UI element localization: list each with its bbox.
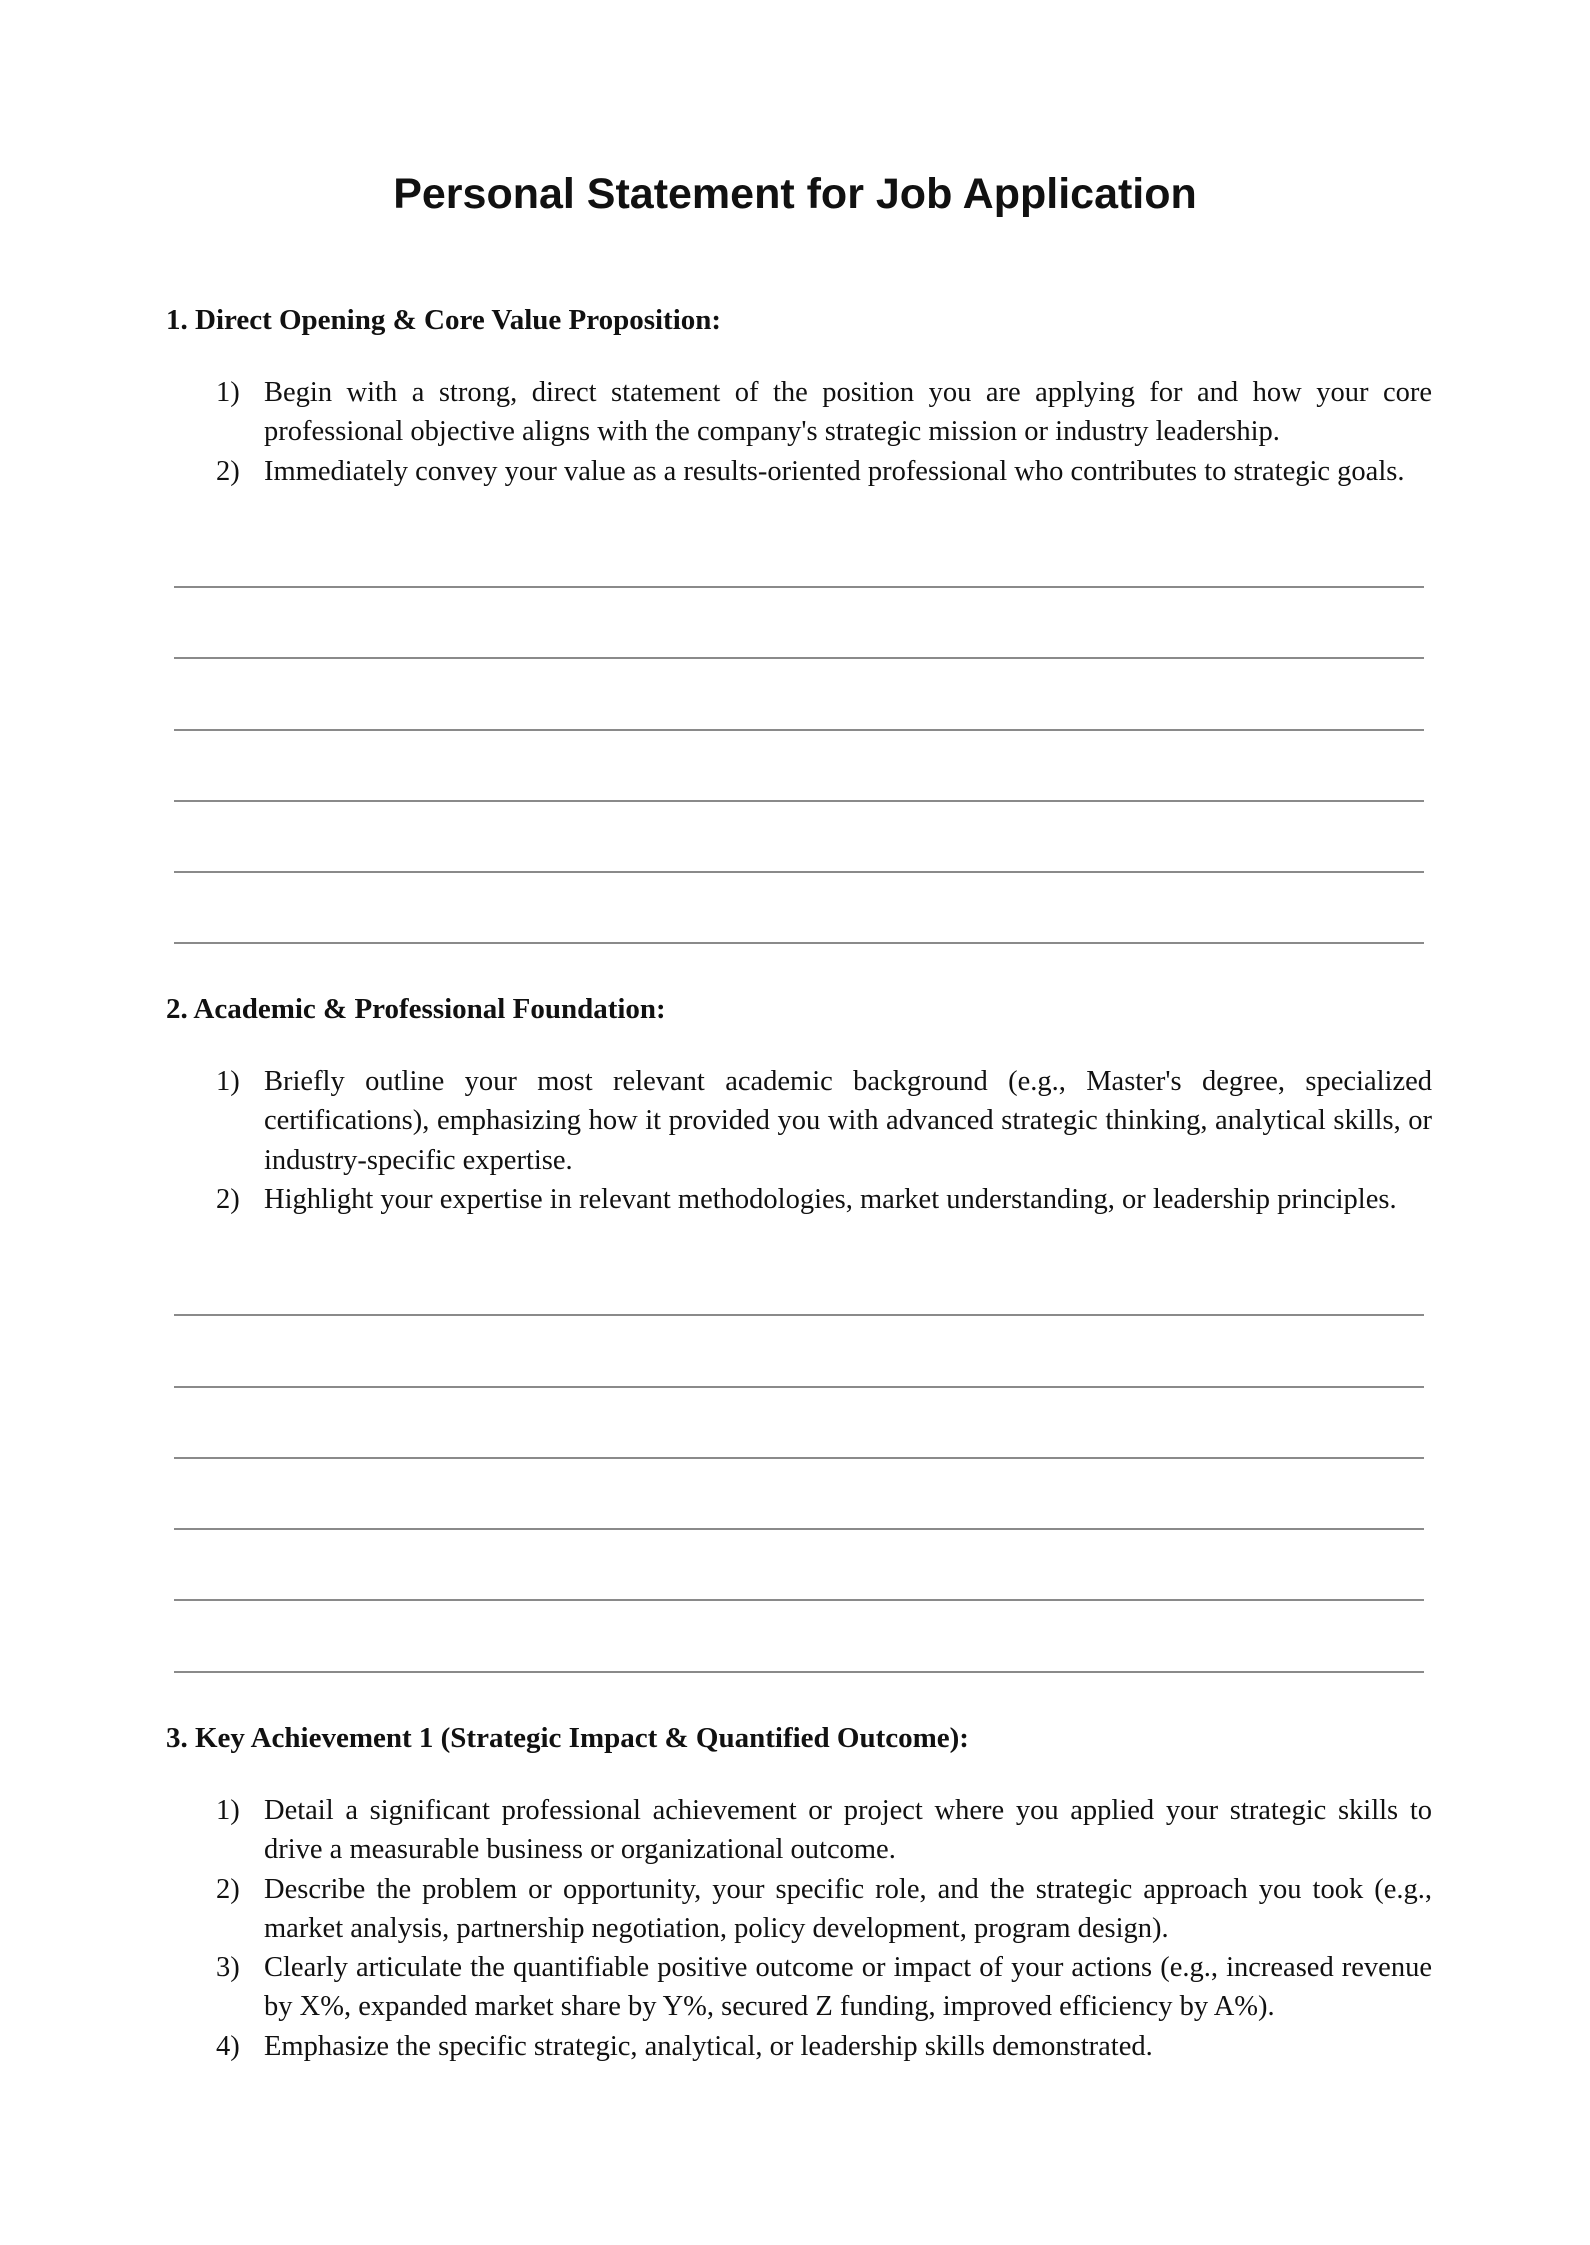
list-item: [216, 1870, 1432, 1949]
writing-line[interactable]: [174, 1314, 1424, 1316]
item-number: 1): [216, 1795, 240, 1826]
item-number: 2): [216, 1873, 240, 1905]
writing-line[interactable]: [174, 729, 1424, 731]
item-text: Immediately convey your value as a results-oriented professional who contributes to strategic goals.: [264, 455, 1405, 487]
writing-line[interactable]: [174, 1386, 1424, 1388]
item-text: Highlight your expertise in relevant methodologies, market understanding, or leadership principles.: [264, 1183, 1397, 1215]
section-heading-key-achievement: 3. Key Achievement 1 (Strategic Impact & Quantified Outcome):: [166, 1722, 969, 1754]
list-item: [216, 373, 1432, 452]
list-item: [216, 1062, 1432, 1180]
writing-line[interactable]: [174, 871, 1424, 873]
writing-line[interactable]: [174, 1457, 1424, 1459]
section-heading-direct-opening: 1. Direct Opening & Core Value Proposition:: [166, 304, 722, 336]
writing-line[interactable]: [174, 800, 1424, 802]
item-text: Describe the problem or opportunity, your specific role, and the strategic approach you took (e.g., market analysis, partnership negotiation, policy development, program design).: [264, 1873, 1432, 1944]
list-item: [216, 452, 1432, 491]
item-number: 2): [216, 455, 240, 487]
section-1-instructions: [216, 373, 1432, 491]
section-2-instructions: [216, 1062, 1432, 1219]
writing-line[interactable]: [174, 657, 1424, 659]
page-title: Personal Statement for Job Application: [393, 170, 1197, 218]
item-text: Briefly outline your most relevant academic background (e.g., Master's degree, specialized certifications), emphasizing how it provided you with advanced strategic thinking, analytical skills, or industry-specific expertise.: [264, 1066, 1432, 1176]
item-text: Detail a significant professional achievement or project where you applied your strategic skills to drive a measurable business or organizational outcome.: [264, 1795, 1432, 1866]
writing-line[interactable]: [174, 586, 1424, 588]
item-number: 4): [216, 2030, 240, 2062]
list-item: [216, 1791, 1432, 1870]
list-item: [216, 2027, 1432, 2066]
writing-line[interactable]: [174, 942, 1424, 944]
item-text: Clearly articulate the quantifiable positive outcome or impact of your actions (e.g., increased revenue by X%, expanded market share by Y%, secured Z funding, improved efficiency by A%).: [264, 1952, 1432, 2023]
writing-line[interactable]: [174, 1599, 1424, 1601]
list-item: [216, 1948, 1432, 2027]
item-text: Emphasize the specific strategic, analytical, or leadership skills demonstrated.: [264, 2030, 1153, 2062]
list-item: [216, 1180, 1432, 1219]
item-number: 3): [216, 1952, 240, 1984]
item-number: 2): [216, 1183, 240, 1215]
item-text: Begin with a strong, direct statement of the position you are applying for and how your core professional objective aligns with the company's strategic mission or industry leadership.: [264, 377, 1432, 448]
item-number: 1): [216, 377, 240, 408]
writing-line[interactable]: [174, 1528, 1424, 1530]
section-heading-academic-foundation: 2. Academic & Professional Foundation:: [166, 993, 666, 1025]
item-number: 1): [216, 1066, 240, 1097]
section-3-instructions: [216, 1791, 1432, 2066]
writing-line[interactable]: [174, 1671, 1424, 1673]
